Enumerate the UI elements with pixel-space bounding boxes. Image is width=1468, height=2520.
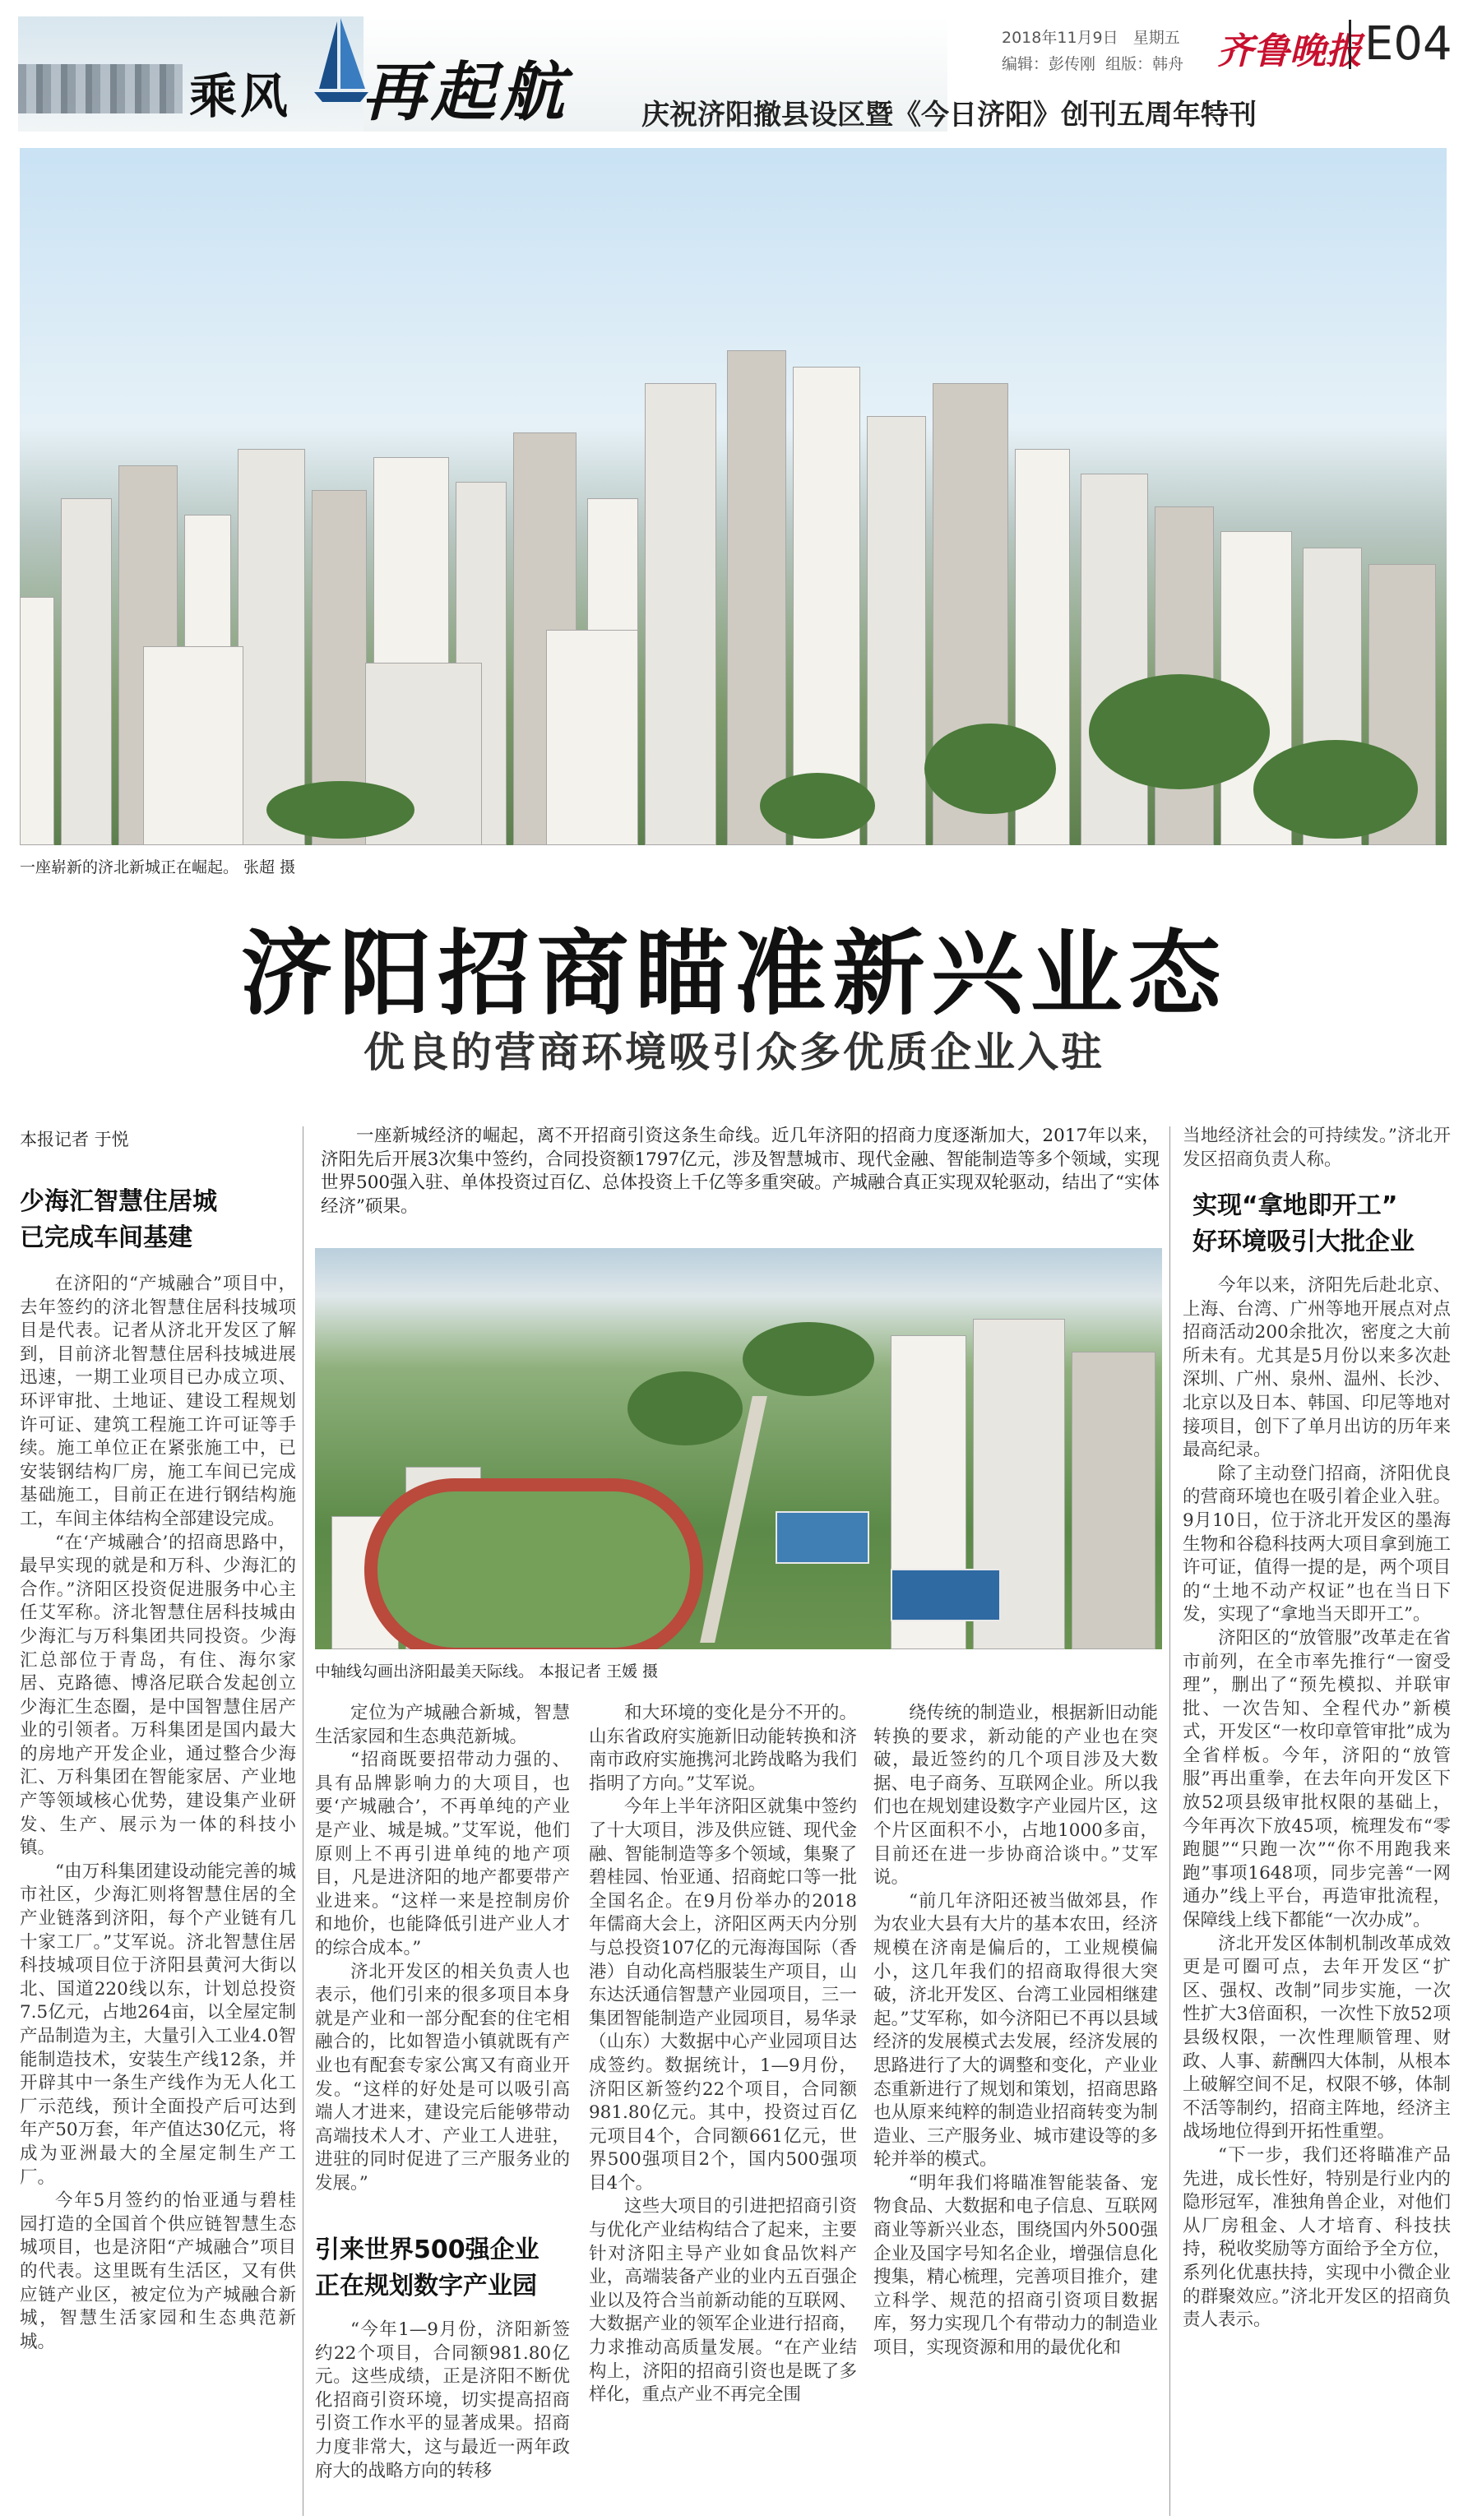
issue-meta	[1002, 25, 1183, 77]
column3-body	[589, 1702, 857, 2516]
paragraph: 在济阳的“产城融合”项目中，去年签约的济北智慧住居科技城项目是代表。记者从济北开发区了解到，目前济北智慧住居科技城进展迅速，一期工业项目已办成立项、环评审批、土地证、建设工程规划许可证、建筑工程施工许可证等手续。施工单位正在紧张施工中，已安装钢结构厂房，施工车间已完成基础施工，目前正在进行钢结构施工，车间主体结构全部建设完成。	[20, 1274, 296, 1529]
issue-weekday: 星期五	[1132, 29, 1180, 47]
paragraph: 除了主动登门招商，济阳优良的营商环境也在吸引着企业入驻。9月10日，位于济北开发区的墨海生物和谷稳科技两大项目拿到施工许可证，值得一提的是，两个项目的“土地不动产权证”也在当日下发，实现了“拿地当天即开工”。	[1183, 1463, 1451, 1625]
editor-credit: 编辑：彭传刚	[1002, 55, 1096, 73]
paragraph: “明年我们将瞄准智能装备、宠物食品、大数据和电子信息、互联网商业等新兴业态，围绕国内外500强企业及国字号知名企业，增强信息化搜集，精心梳理，完善项目推介，建立科学、规范的招商引资项目数据库，努力实现几个有带动力的制造业项目，实现资源和用的最优化和	[873, 2172, 1158, 2359]
paragraph: 今年上半年济阳区就集中签约了十大项目，涉及供应链、现代金融、智能制造等多个领域，集聚了碧桂园、怡亚通、招商蛇口等一批全国名企。在9月份举办的2018年儒商大会上，济阳区两天内分别与总投资107亿的元海海国际（香港）自动化高档服装生产项目，山东达沃通信智慧产业园项目，三一集团智能制造产业园项目，易华录（山东）大数据中心产业园项目达成签约。数据统计，1—9月份，济阳区新签约22个项目，合同额981.80亿元。其中，投资过百亿元项目4个，合同额661亿元，世界500强项目2个，国内500强项目4个。	[589, 1796, 857, 2194]
paragraph: 今年以来，济阳先后赴北京、上海、台湾、广州等地开展点对点招商活动200余批次，密度之大前所未有。尤其是5月份以来多次赴深圳、广州、泉州、温州、长沙、北京以及日本、韩国、印尼等地对接项目，创下了单月出访的历年来最高纪录。	[1183, 1275, 1451, 1461]
main-headline: 济阳招商瞄准新兴业态	[240, 921, 1228, 1028]
section1-heading-line1: 少海汇智慧住居城	[20, 1187, 217, 1216]
central-axis-park-photo	[315, 1248, 1162, 1649]
column2-body	[315, 1702, 570, 2228]
byline: 本报记者 于悦	[20, 1130, 129, 1149]
section3-body	[1183, 1274, 1451, 2516]
section1-body	[20, 1273, 296, 2516]
sub-headline: 优良的营商环境吸引众多优质企业入驻	[364, 1029, 1104, 1076]
paragraph: 济北开发区的相关负责人也表示，他们引来的很多项目本身就是产业和一部分配套的住宅相融合的，比如智造小镇就既有产业也有配套专家公寓又有商业开发。“这样的好处是可以吸引高端人才进来，建设完后能够带动高端技术人才、产业工人进驻，进驻的同时促进了三产服务业的发展。”	[315, 1961, 570, 2194]
mid-photo-caption: 中轴线勾画出济阳最美天际线。 本报记者 王媛 摄	[315, 1662, 659, 1681]
paragraph: 济北开发区体制机制改革成效更是可圈可点，去年开发区“扩区、强权、改制”同步实施，一次性扩大3倍面积，一次性下放52项县级权限，一次性理顺管理、财政、人事、薪酬四大体制，从根本上破解空间不足，权限不够，体制不活等制约，招商主阵地，经济主战场地位得到开拓性重塑。	[1183, 1933, 1451, 2143]
section3-heading-line1: 实现“拿地即开工”	[1192, 1191, 1398, 1220]
paragraph: 绕传统的制造业，根据新旧动能转换的要求，新动能的产业也在突破，最近签约的几个项目涉及大数据、电子商务、互联网企业。所以我们也在规划建设数字产业园片区，这个片区面积不小，占地1000多亩，目前还在进一步协商洽谈中。”艾军说。	[873, 1703, 1158, 1889]
lead-paragraph	[321, 1125, 1160, 1218]
section2-body	[315, 2319, 570, 2516]
section2-heading-line2: 正在规划数字产业园	[315, 2272, 537, 2300]
paragraph: “在‘产城融合’的招商思路中，最早实现的就是和万科、少海汇的合作。”济阳区投资促进服务中心主任艾军称。济北智慧住居科技城由少海汇与万科集团共同投资。少海汇总部位于青岛，有住、海尔家居、克路德、博洛尼联合发起创立少海汇生态圈，是中国智慧住居产业的引领者。万科集团是国内最大的房地产开发企业，通过整合少海汇、万科集团在智能家居、产业地产等领域核心优势，建设集产业研发、生产、展示为一体的科技小镇。	[20, 1532, 296, 1859]
paragraph: 这些大项目的引进把招商引资与优化产业结构结合了起来，主要针对济阳主导产业如食品饮料产业，高端装备产业的业内五百强企业以及符合当前新动能的互联网、大数据产业的领军企业进行招商，力求推动高质量发展。“在产业结构上，济阳的招商引资也是既了多样化，重点产业不再完全围	[589, 2196, 857, 2406]
paragraph: “今年1—9月份，济阳新签约22个项目，合同额981.80亿元。这些成绩，正是济阳不断优化招商引资环境，切实提高招商引资工作水平的显著成果。招商力度非常大，这与最近一两年政府大的战略方向的转移	[315, 2319, 570, 2481]
column4-body	[873, 1702, 1158, 2516]
special-issue-subhead: 庆祝济阳撤县设区暨《今日济阳》创刊五周年特刊	[641, 99, 1257, 132]
paragraph: 济阳区的“放管服”改革走在省市前列，在全市率先推行“一窗受理”，删出了“预先模拟、并联审批、一次告知、全程代办”新模式，开发区“一枚印章管审批”成为全省样板。今年，济阳的“放管服”再出重拳，在去年向开发区下放52项县级审批权限的基础上，今年再次下放45项，梳理发布“零跑腿”“只跑一次”“你不用跑我来跑”事项1648项，同步完善“一网通办”线上平台，再造审批流程，保障线上线下都能“一次办成”。	[1183, 1627, 1451, 1931]
paper-name-logo: 齐鲁晚报	[1217, 30, 1362, 72]
section1-heading-line2: 已完成车间基建	[20, 1223, 192, 1252]
section2-heading	[315, 2232, 578, 2305]
paragraph: 当地经济社会的可持续发。”济北开发区招商负责人称。	[1183, 1126, 1451, 1170]
paragraph: 今年5月签约的怡亚通与碧桂园打造的全国首个供应链智慧生态城项目，也是济阳“产城融合”项目的代表。这里既有生活区，又有供应链产业区，被定位为产城融合新城，智慧生活家园和生态典范新城。	[20, 2190, 296, 2352]
paragraph: “下一步，我们还将瞄准产品先进，成长性好，特别是行业内的隐形冠军，准独角兽企业，对他们从厂房租金、人才培育、科技扶持，税收奖励等方面给予全方位，系列化优惠扶持，实现中小微企业的群聚效应。”济北开发区的招商负责人表示。	[1183, 2144, 1451, 2331]
layout-credit: 组版：韩舟	[1105, 55, 1184, 73]
banner-city-image	[18, 64, 183, 113]
paragraph: 和大环境的变化是分不开的。山东省政府实施新旧动能转换和济南市政府实施携河北跨战略为我们指明了方向。”艾军说。	[589, 1703, 857, 1794]
slogan-part2: 再起航	[362, 55, 570, 130]
page-number: E04	[1349, 20, 1452, 69]
top-photo-caption: 一座崭新的济北新城正在崛起。 张超 摄	[20, 858, 296, 876]
section3-heading	[1192, 1188, 1464, 1260]
issue-date: 2018年11月9日	[1002, 29, 1118, 47]
paragraph: “由万科集团建设动能完善的城市社区，少海汇则将智慧住居的全产业链落到济阳，每个产业链有几十家工厂。”艾军说。济北智慧住居科技城项目位于济阳县黄河大街以北、国道220线以东，计划总投资7.5亿元，占地264亩，以全屋定制产品制造为主，大量引入工业4.0智能制造技术，安装生产线12条，并开辟其中一条生产线作为无人化工厂示范线，预计全面投产后可达到年产50万套，年产值达30亿元，将成为亚洲最大的全屋定制生产工厂。	[20, 1861, 296, 2188]
column-divider	[1169, 1126, 1170, 2516]
slogan-part1: 乘风	[189, 68, 292, 124]
section2-heading-line1: 引来世界500强企业	[315, 2236, 540, 2264]
section1-heading	[20, 1184, 299, 1256]
aerial-city-photo	[20, 148, 1447, 845]
section3-heading-line2: 好环境吸引大批企业	[1192, 1228, 1415, 1256]
paragraph: “招商既要招带动力强的、具有品牌影响力的大项目，也要‘产城融合’，不再单纯的产业是产业、城是城。”艾军说，他们原则上不再引进单纯的地产项目，凡是进济阳的地产都要带产业进来。“这样一来是控制房价和地价，也能降低引进产业人才的综合成本。”	[315, 1750, 570, 1958]
paragraph: 定位为产城融合新城，智慧生活家园和生态典范新城。	[315, 1703, 570, 1747]
lead-text: 一座新城经济的崛起，离不开招商引资这条生命线。近几年济阳的招商力度逐渐加大，2017年以来，济阳先后开展3次集中签约，合同投资额1797亿元，涉及智慧城市、现代金融、智能制造等多个领域，实现世界500强入驻、单体投资过百亿、总体投资上千亿等多重突破。产城融合真正实现双轮驱动，结出了“实体经济”硕果。	[321, 1126, 1160, 1217]
paragraph: “前几年济阳还被当做郊县，作为农业大县有大片的基本农田，经济规模在济南是偏后的，工业规模偏小，这几年我们的招商取得很大突破，济北开发区、台湾工业园相继建起。”艾军称，如今济阳已不再以县域经济的发展模式去发展，经济发展的思路进行了大的调整和变化，产业业态重新进行了规划和策划，招商思路也从原来纯粹的制造业招商转变为制造业、三产服务业、城市建设等的多轮并举的模式。	[873, 1890, 1158, 2171]
section3-intro	[1183, 1125, 1451, 1174]
